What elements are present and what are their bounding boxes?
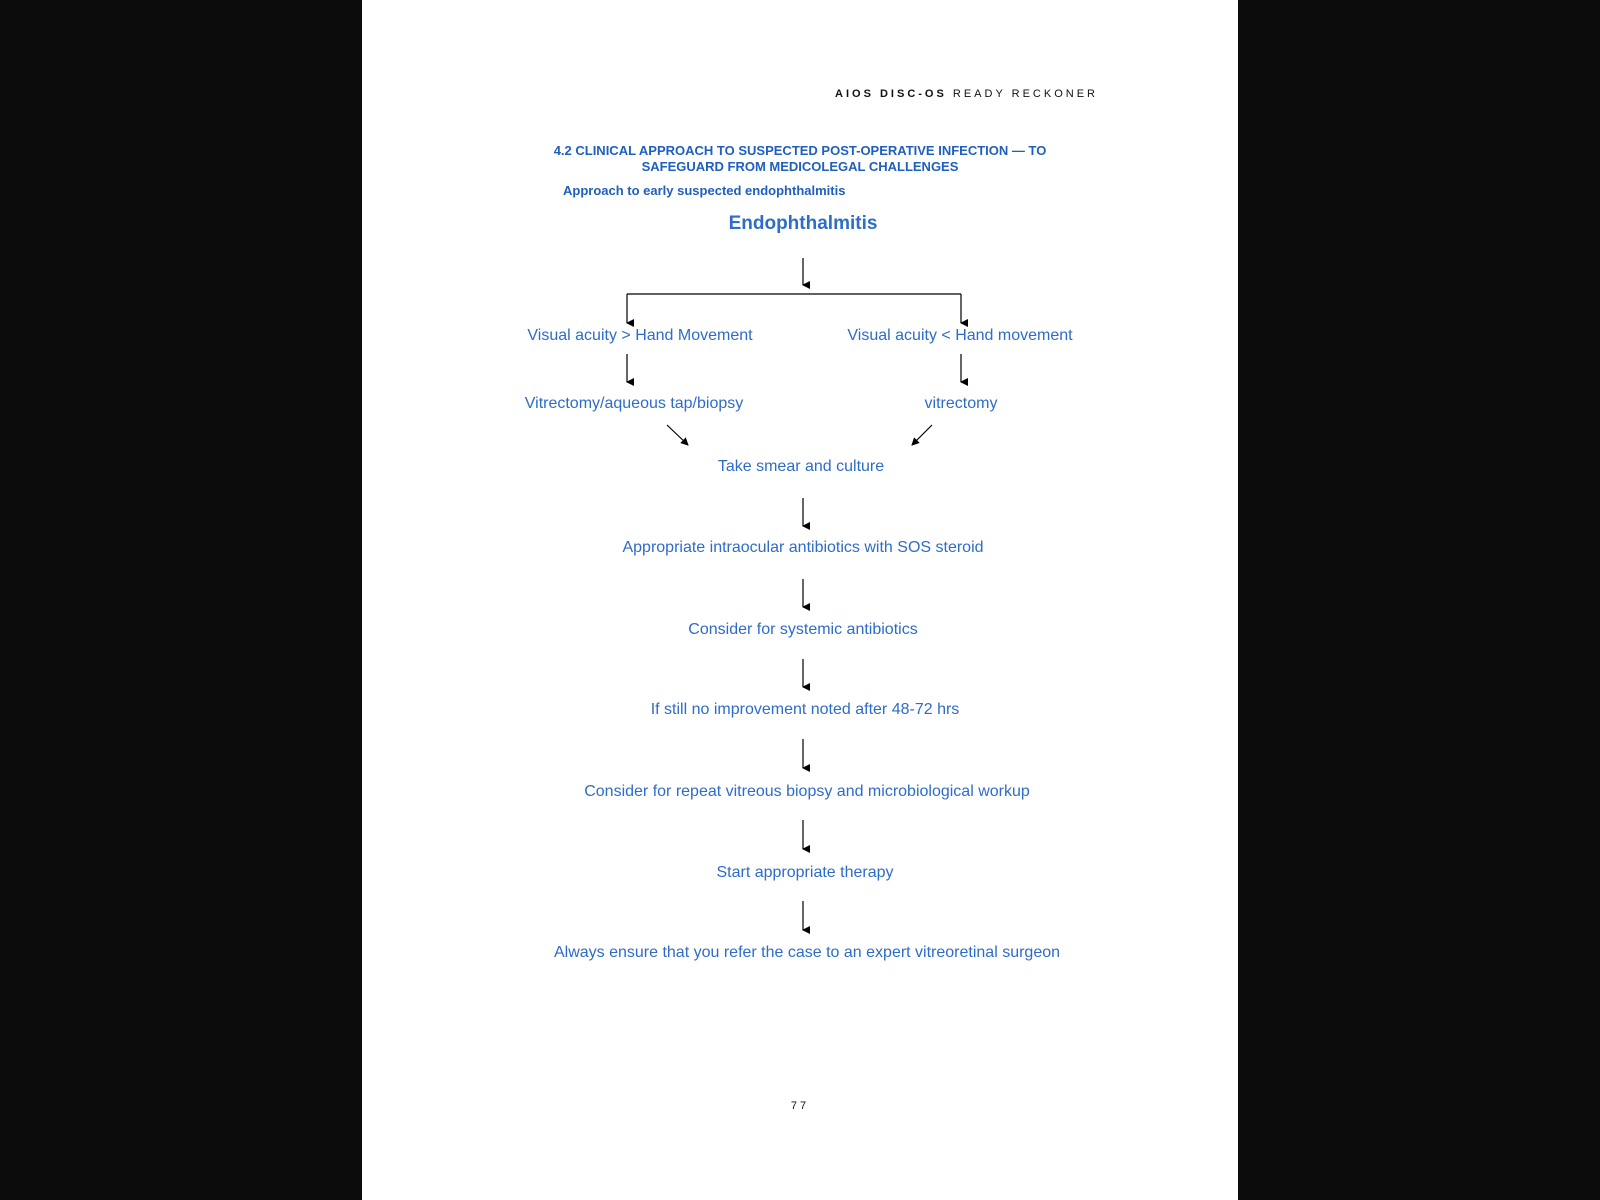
node-refer-expert: Always ensure that you refer the case to an expert vitreoretinal surgeon (553, 944, 1061, 961)
section-title-line-2: SAFEGUARD FROM MEDICOLEGAL CHALLENGES (641, 159, 959, 174)
node-right-condition: Visual acuity < Hand movement (847, 327, 1073, 344)
node-intraocular-antibiotics: Appropriate intraocular antibiotics with SOS steroid (622, 539, 984, 556)
section-subtitle: Approach to early suspected endophthalmitis (563, 183, 846, 198)
section-title-line-1: 4.2 CLINICAL APPROACH TO SUSPECTED POST-OPERATIVE INFECTION — TO (553, 143, 1047, 158)
node-start-therapy: Start appropriate therapy (716, 864, 894, 881)
document-page (362, 0, 1238, 1200)
header-brand: AIOS DISC-OS (835, 88, 947, 100)
arrow-left-converge (667, 425, 688, 445)
node-repeat-biopsy: Consider for repeat vitreous biopsy and microbiological workup (584, 783, 1030, 800)
node-left-condition: Visual acuity > Hand Movement (527, 327, 753, 344)
header-brand-rest: READY RECKONER (952, 88, 1098, 100)
node-endophthalmitis: Endophthalmitis (728, 213, 878, 234)
node-systemic-antibiotics: Consider for systemic antibiotics (688, 621, 918, 638)
page-number: 77 (790, 1100, 810, 1112)
flowchart-connectors (362, 0, 1238, 1200)
arrow-right-converge (912, 425, 932, 445)
node-right-action: vitrectomy (924, 395, 998, 412)
node-no-improvement: If still no improvement noted after 48-72 hrs (650, 701, 960, 718)
node-left-action: Vitrectomy/aqueous tap/biopsy (524, 395, 744, 412)
node-smear-culture: Take smear and culture (717, 458, 885, 475)
